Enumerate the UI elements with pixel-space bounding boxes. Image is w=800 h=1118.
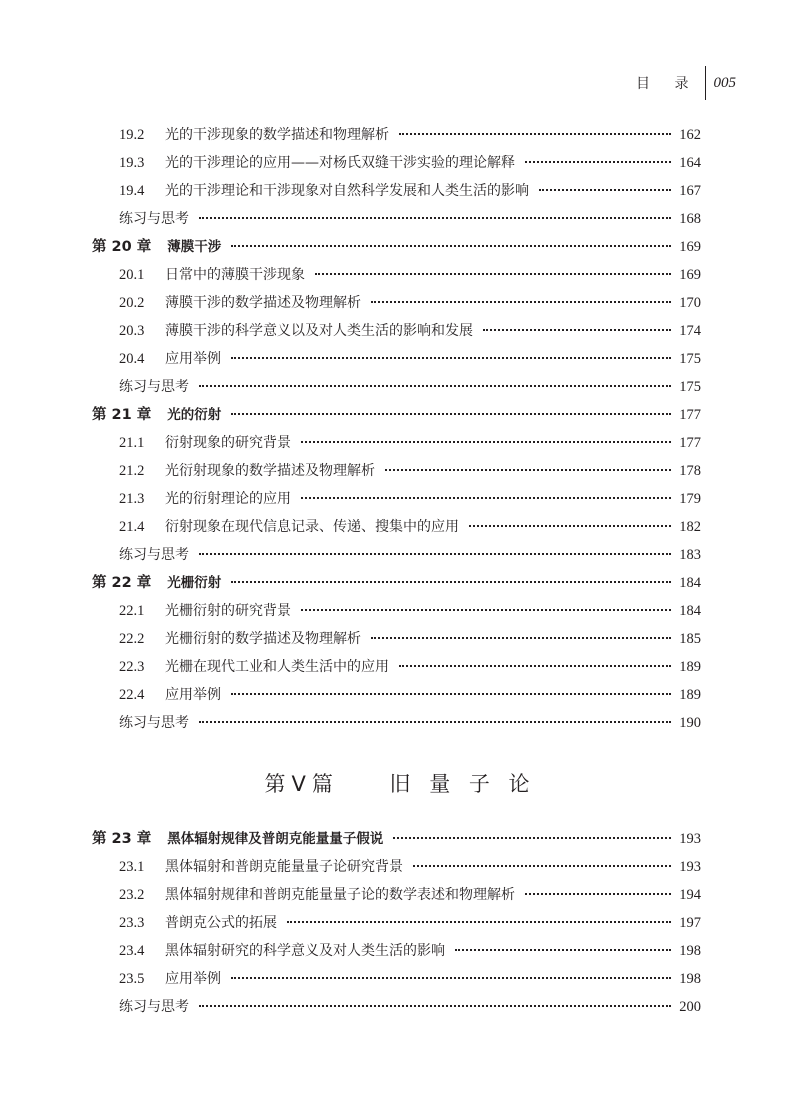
toc-section-entry[interactable] [92, 541, 701, 569]
entry-page-number: 168 [679, 211, 701, 227]
toc-section-entry[interactable] [92, 177, 701, 205]
dot-leader [231, 245, 671, 247]
dot-leader [301, 609, 671, 611]
dot-leader [231, 413, 671, 415]
entry-page-number: 174 [679, 323, 701, 339]
toc-chapter-entry[interactable] [92, 401, 701, 429]
entry-number: 22.4 [119, 687, 145, 703]
toc-chapter-entry[interactable] [92, 569, 701, 597]
dot-leader [199, 721, 671, 723]
dot-leader [231, 977, 671, 979]
toc-section-entry[interactable] [92, 681, 701, 709]
entry-page-number: 200 [679, 999, 701, 1015]
entry-number: 23.5 [119, 971, 145, 987]
entry-title: 黑体辐射和普朗克能量量子论研究背景 [165, 859, 403, 875]
toc-section-entry[interactable] [92, 993, 701, 1021]
entry-title: 薄膜干涉的科学意义以及对人类生活的影响和发展 [165, 323, 473, 339]
entry-title: 衍射现象的研究背景 [165, 435, 291, 451]
dot-leader [231, 581, 671, 583]
entry-page-number: 184 [679, 575, 701, 591]
entry-page-number: 177 [679, 407, 701, 423]
entry-page-number: 185 [679, 631, 701, 647]
entry-number: 21.1 [119, 435, 145, 451]
toc-section-entry[interactable] [92, 457, 701, 485]
entry-title: 衍射现象在现代信息记录、传递、搜集中的应用 [165, 519, 459, 535]
dot-leader [199, 1005, 671, 1007]
entry-page-number: 184 [679, 603, 701, 619]
entry-number: 19.4 [119, 183, 145, 199]
toc-section-entry[interactable] [92, 149, 701, 177]
entry-number: 23.1 [119, 859, 145, 875]
toc-section-entry[interactable] [92, 429, 701, 457]
toc-section-entry[interactable] [92, 881, 701, 909]
dot-leader [455, 949, 671, 951]
entry-title: 光的干涉现象的数学描述和物理解析 [165, 127, 389, 143]
entry-title: 光栅衍射 [167, 575, 222, 591]
part-title: 第Ⅴ篇 旧 量 子 论 [264, 772, 536, 796]
entry-title: 光栅衍射的数学描述及物理解析 [165, 631, 361, 647]
entry-number: 21.3 [119, 491, 145, 507]
entry-title: 薄膜干涉的数学描述及物理解析 [165, 295, 361, 311]
dot-leader [393, 837, 671, 839]
entry-title: 练习与思考 [119, 379, 189, 395]
toc-section-entry[interactable] [92, 853, 701, 881]
entry-number: 23.4 [119, 943, 145, 959]
dot-leader [199, 553, 671, 555]
entry-title: 黑体辐射规律及普朗克能量量子假说 [167, 831, 384, 847]
dot-leader [413, 865, 671, 867]
dot-leader [231, 693, 671, 695]
toc-section-entry[interactable] [92, 709, 701, 737]
dot-leader [315, 273, 671, 275]
dot-leader [385, 469, 671, 471]
header-label: 目 录 [636, 76, 699, 92]
dot-leader [301, 441, 671, 443]
entry-number: 第 21 章 [92, 407, 152, 423]
dot-leader [539, 189, 671, 191]
entry-page-number: 194 [679, 887, 701, 903]
entry-page-number: 164 [679, 155, 701, 171]
entry-page-number: 189 [679, 687, 701, 703]
entry-number: 23.3 [119, 915, 145, 931]
entry-title: 普朗克公式的拓展 [165, 915, 277, 931]
entry-title: 光的干涉理论和干涉现象对自然科学发展和人类生活的影响 [165, 183, 529, 199]
entry-number: 20.3 [119, 323, 145, 339]
entry-page-number: 177 [679, 435, 701, 451]
entry-page-number: 178 [679, 463, 701, 479]
dot-leader [399, 133, 671, 135]
entry-number: 20.4 [119, 351, 145, 367]
entry-page-number: 197 [679, 915, 701, 931]
entry-page-number: 169 [679, 267, 701, 283]
toc-chapter-entry[interactable] [92, 233, 701, 261]
dot-leader [301, 497, 671, 499]
entry-number: 19.3 [119, 155, 145, 171]
entry-page-number: 175 [679, 379, 701, 395]
entry-title: 黑体辐射规律和普朗克能量量子论的数学表述和物理解析 [165, 887, 515, 903]
dot-leader [371, 301, 671, 303]
dot-leader [525, 893, 671, 895]
entry-title: 光的衍射理论的应用 [165, 491, 291, 507]
entry-number: 22.2 [119, 631, 145, 647]
dot-leader [231, 357, 671, 359]
entry-page-number: 175 [679, 351, 701, 367]
header-divider [705, 66, 706, 100]
entry-page-number: 198 [679, 971, 701, 987]
entry-page-number: 167 [679, 183, 701, 199]
entry-number: 20.2 [119, 295, 145, 311]
entry-number: 22.3 [119, 659, 145, 675]
entry-page-number: 193 [679, 859, 701, 875]
dot-leader [469, 525, 671, 527]
toc-section-entry[interactable] [92, 625, 701, 653]
entry-title: 光的干涉理论的应用——对杨氏双缝干涉实验的理论解释 [165, 155, 515, 171]
entry-page-number: 190 [679, 715, 701, 731]
entry-title: 练习与思考 [119, 211, 189, 227]
entry-number: 第 22 章 [92, 575, 152, 591]
toc-section-entry[interactable] [92, 653, 701, 681]
toc-section-entry[interactable] [92, 937, 701, 965]
entry-page-number: 193 [679, 831, 701, 847]
toc-section-entry[interactable] [92, 317, 701, 345]
entry-number: 20.1 [119, 267, 145, 283]
entry-number: 22.1 [119, 603, 145, 619]
toc-section-entry[interactable] [92, 373, 701, 401]
entry-number: 第 23 章 [92, 831, 152, 847]
toc-section-entry[interactable] [92, 121, 701, 149]
entry-number: 21.4 [119, 519, 145, 535]
entry-title: 光栅衍射的研究背景 [165, 603, 291, 619]
entry-title: 黑体辐射研究的科学意义及对人类生活的影响 [165, 943, 445, 959]
entry-title: 应用举例 [165, 971, 221, 987]
dot-leader [371, 637, 671, 639]
page-number: 005 [713, 74, 736, 91]
entry-number: 19.2 [119, 127, 145, 143]
running-header [636, 66, 736, 100]
entry-number: 23.2 [119, 887, 145, 903]
toc-section-entry[interactable] [92, 345, 701, 373]
toc-section-entry[interactable] [92, 485, 701, 513]
dot-leader [525, 161, 671, 163]
dot-leader [399, 665, 671, 667]
entry-page-number: 183 [679, 547, 701, 563]
entry-title: 练习与思考 [119, 547, 189, 563]
dot-leader [483, 329, 671, 331]
toc-section-entry[interactable] [92, 205, 701, 233]
dot-leader [199, 385, 671, 387]
entry-title: 光的衍射 [167, 407, 222, 423]
entry-title: 应用举例 [165, 687, 221, 703]
toc-section-entry[interactable] [92, 597, 701, 625]
entry-page-number: 198 [679, 943, 701, 959]
entry-number: 21.2 [119, 463, 145, 479]
entry-title: 光衍射现象的数学描述及物理解析 [165, 463, 375, 479]
toc-section-entry[interactable] [92, 965, 701, 993]
entry-page-number: 170 [679, 295, 701, 311]
toc-chapter-entry[interactable] [92, 825, 701, 853]
entry-title: 薄膜干涉 [167, 239, 222, 255]
entry-title: 光栅在现代工业和人类生活中的应用 [165, 659, 389, 675]
entry-title: 练习与思考 [119, 715, 189, 731]
toc-section-entry[interactable] [92, 513, 701, 541]
entry-page-number: 169 [679, 239, 701, 255]
entry-page-number: 179 [679, 491, 701, 507]
dot-leader [287, 921, 671, 923]
entry-page-number: 189 [679, 659, 701, 675]
entry-title: 应用举例 [165, 351, 221, 367]
entry-title: 日常中的薄膜干涉现象 [165, 267, 305, 283]
dot-leader [199, 217, 671, 219]
toc-section-entry[interactable] [92, 289, 701, 317]
entry-title: 练习与思考 [119, 999, 189, 1015]
entry-page-number: 162 [679, 127, 701, 143]
toc-section-entry[interactable] [92, 261, 701, 289]
toc-section-entry[interactable] [92, 909, 701, 937]
entry-page-number: 182 [679, 519, 701, 535]
entry-number: 第 20 章 [92, 239, 152, 255]
